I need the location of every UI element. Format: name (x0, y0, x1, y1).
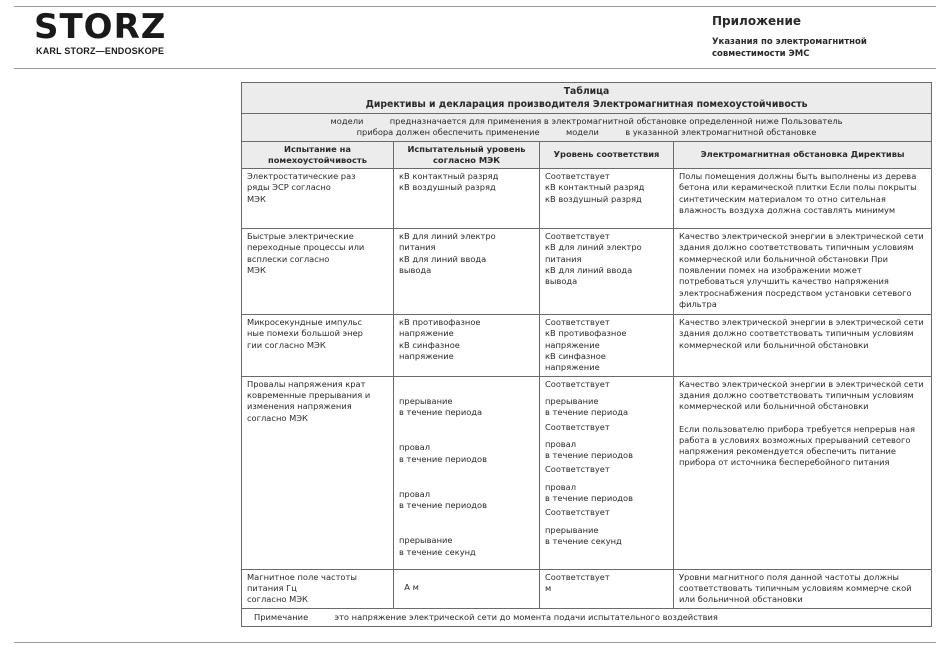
compliance-text: Соответствует кВ контактный разряд кВ воздушный разряд (545, 171, 645, 204)
test-text: Электростатические раз ряды ЭСР согласно МЭК (247, 171, 356, 204)
compliance-label: Соответствует (545, 507, 610, 518)
environment-cell (674, 569, 932, 608)
table-row (242, 169, 932, 229)
level-text: провал в течение периодов (399, 488, 487, 511)
environment-text: Качество электрической энергии в электрической сети здания должно соответствовать типичным условиям коммерческой или больничной обстановки (679, 378, 924, 412)
bottom-rule (14, 642, 936, 643)
level-text: прерывание в течение секунд (399, 535, 476, 557)
compliance-label: Соответствует (545, 464, 610, 475)
test-cell (242, 569, 394, 608)
test-cell (242, 229, 394, 315)
level-text: кВ контактный разряд кВ воздушный разряд (399, 171, 499, 193)
test-text: Провалы напряжения крат ковременные прерывания и изменения напряжения согласно МЭК (247, 378, 371, 423)
table-intro-row (242, 114, 932, 142)
environment-text: Уровни магнитного поля данной частоты должны соответствовать типичным условиям коммерче ской или больничной обстановки (679, 571, 912, 605)
table-row (242, 315, 932, 376)
level-text: провал в течение периодов (399, 442, 487, 464)
compliance-label: Соответствует (545, 378, 610, 389)
test-cell (242, 169, 394, 229)
environment-cell (674, 169, 932, 229)
table-intro-line1: модели предназначается для применения в электромагнитной обстановке определенной ниже Пользователь (330, 116, 843, 126)
emc-immunity-table (241, 82, 932, 627)
level-text: А м (399, 581, 419, 592)
level-cell (394, 569, 540, 608)
test-text: Микросекундные импульс ные помехи большой энер гии согласно МЭК (247, 317, 363, 350)
page-subtitle-line2: совместимости ЭМС (712, 49, 810, 59)
compliance-cell (540, 315, 674, 376)
level-cell (394, 169, 540, 229)
environment-cell (674, 315, 932, 376)
environment-text: Качество электрической энергии в электрической сети здания должно соответствовать типичным условиям коммерческой или больничной обстановки При появлении помех на изображении может потребоваться улучшить качество напряжения электроснабжения посредством установки сетевого фильтра (679, 231, 924, 309)
table-row (242, 569, 932, 608)
environment-cell (674, 376, 932, 569)
compliance-cell (540, 376, 674, 569)
level-text: кВ для линий электро питания кВ для линий ввода вывода (399, 231, 496, 276)
page-subtitle-line1: Указания по электромагнитной (712, 37, 867, 47)
logo-subtitle: KARL STORZ—ENDOSKOPE (36, 46, 165, 56)
column-header-test: Испытание на помехоустойчивость (242, 141, 394, 169)
compliance-text: прерывание в течение периода (545, 395, 629, 418)
page-title: Приложение (712, 14, 801, 28)
compliance-text: провал в течение периодов (545, 481, 633, 504)
column-header-environment: Электромагнитная обстановка Директивы (674, 141, 932, 169)
table-caption-line2: Директивы и декларация производителя Электромагнитная помехоустойчивость (365, 99, 808, 110)
compliance-label: Соответствует (545, 421, 610, 432)
column-header-level: Испытательный уровень согласно МЭК (394, 141, 540, 169)
environment-text: Полы помещения должны быть выполнены из дерева бетона или керамической плитки Если полы покрыты синтетическим материалом то отно сительная влажность воздуха должна составлять минимум (679, 171, 917, 216)
environment-cell (674, 229, 932, 315)
level-text: кВ противофазное напряжение кВ синфазное напряжение (399, 317, 481, 362)
table-row (242, 376, 932, 569)
header-rule (14, 68, 936, 69)
top-rule (14, 6, 936, 7)
test-text: Быстрые электрические переходные процессы или всплески согласно МЭК (247, 231, 365, 276)
table-intro-line2: прибора должен обеспечить применение модели в указанной электромагнитной обстановке (356, 127, 817, 138)
test-cell (242, 315, 394, 376)
compliance-text: прерывание в течение секунд (545, 524, 622, 546)
table-note-row (242, 608, 932, 626)
table-note-text: Примечание это напряжение электрической сети до момента подачи испытательного воздействия (254, 611, 718, 622)
compliance-cell (540, 229, 674, 315)
column-header-compliance: Уровень соответствия (540, 141, 674, 169)
table-note (242, 608, 932, 626)
environment-text: Если пользователю прибора требуется непрерыв ная работа в условиях возможных прерываний сетевого напряжения рекомендуется обеспечить питание прибора от источника бесперебойного питания (679, 423, 915, 468)
table-caption-line1: Таблица (563, 86, 610, 97)
compliance-text: Соответствует кВ противофазное напряжение кВ синфазное напряжение (545, 317, 627, 373)
compliance-text: провал в течение периодов (545, 438, 633, 461)
compliance-cell (540, 169, 674, 229)
table-caption-row (242, 83, 932, 114)
level-text: прерывание в течение периода (399, 395, 483, 417)
level-cell (394, 376, 540, 569)
level-cell (394, 229, 540, 315)
page-subtitle (712, 36, 867, 60)
environment-text: Качество электрической энергии в электрической сети здания должно соответствовать типичным условиям коммерческой или больничной обстановки (679, 317, 924, 350)
test-cell (242, 376, 394, 569)
compliance-text: Соответствует м (545, 571, 610, 593)
level-cell (394, 315, 540, 376)
table-row (242, 229, 932, 315)
storz-logo: STORZ (34, 7, 167, 47)
table-header-row (242, 141, 932, 169)
table-caption (242, 83, 932, 114)
test-text: Магнитное поле частоты питания Гц согласно МЭК (247, 571, 357, 605)
compliance-cell (540, 569, 674, 608)
table-intro (242, 114, 932, 142)
compliance-text: Соответствует кВ для линий электро питания кВ для линий ввода вывода (545, 231, 642, 287)
